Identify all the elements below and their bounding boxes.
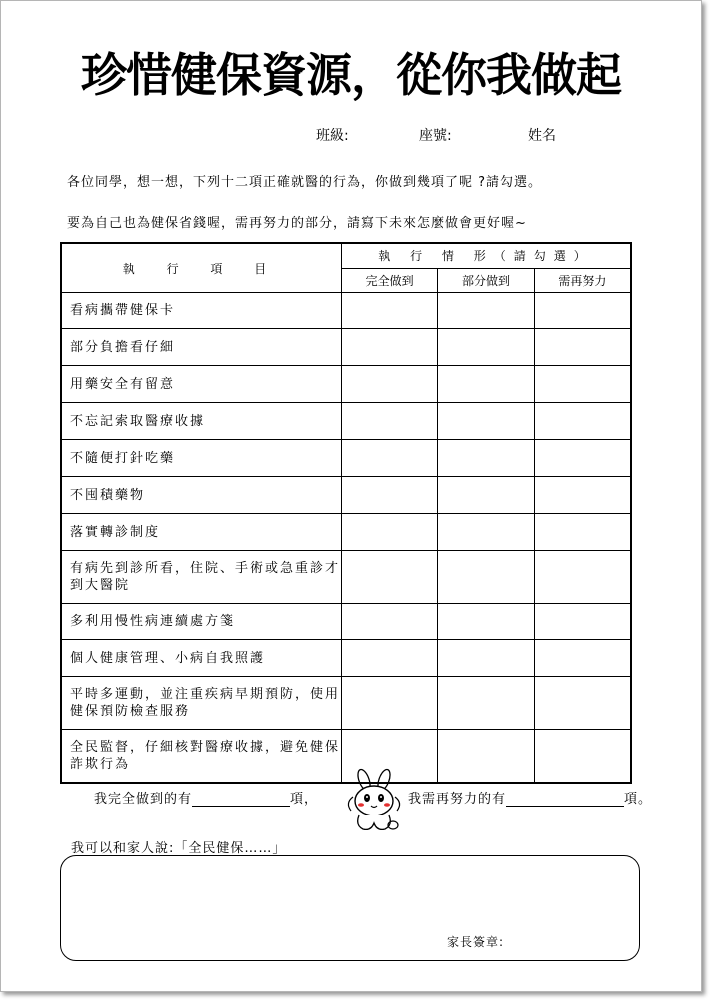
complete-count-blank[interactable] xyxy=(192,792,290,807)
item-text: 用藥安全有留意 xyxy=(61,366,342,403)
item-column-header: 執 行 項 目 xyxy=(61,243,342,293)
table-row xyxy=(61,640,631,677)
check-cell-partial[interactable] xyxy=(438,477,534,514)
item-text: 不隨便打針吃藥 xyxy=(61,440,342,477)
summary-effort-prefix: 我需再努力的有 xyxy=(408,792,507,807)
check-cell-needs-effort[interactable] xyxy=(534,477,631,514)
column-header-complete: 完全做到 xyxy=(342,268,438,292)
summary-complete-suffix: 項， xyxy=(290,792,319,807)
summary-effort-suffix: 項。 xyxy=(624,792,653,807)
check-cell-complete[interactable] xyxy=(342,551,438,604)
check-cell-complete[interactable] xyxy=(342,293,438,329)
check-cell-complete[interactable] xyxy=(342,640,438,677)
check-cell-partial[interactable] xyxy=(438,677,534,730)
seat-label: 座號: xyxy=(419,128,452,144)
table-row xyxy=(61,293,631,329)
item-text: 落實轉診制度 xyxy=(61,514,342,551)
item-text: 多利用慢性病連續處方箋 xyxy=(61,604,342,640)
summary-complete-prefix: 我完全做到的有 xyxy=(94,792,193,807)
summary-needs-effort xyxy=(408,788,652,807)
check-cell-needs-effort[interactable] xyxy=(534,366,631,403)
check-cell-partial[interactable] xyxy=(438,730,534,784)
table-row xyxy=(61,514,631,551)
checklist-table xyxy=(60,242,632,784)
check-cell-partial[interactable] xyxy=(438,366,534,403)
check-cell-partial[interactable] xyxy=(438,514,534,551)
intro-line-1: 各位同學，想一想，下列十二項正確就醫的行為，你做到幾項了呢 ?請勾選。 xyxy=(67,175,543,190)
check-cell-complete[interactable] xyxy=(342,604,438,640)
check-cell-needs-effort[interactable] xyxy=(534,440,631,477)
check-cell-complete[interactable] xyxy=(342,366,438,403)
check-cell-partial[interactable] xyxy=(438,440,534,477)
summary-complete xyxy=(94,788,318,807)
item-text: 不忘記索取醫療收據 xyxy=(61,403,342,440)
column-header-needs-effort: 需再努力 xyxy=(534,268,631,292)
family-message-box[interactable] xyxy=(60,855,640,961)
table-row xyxy=(61,440,631,477)
check-cell-needs-effort[interactable] xyxy=(534,604,631,640)
check-cell-needs-effort[interactable] xyxy=(534,329,631,366)
check-cell-complete[interactable] xyxy=(342,514,438,551)
check-cell-needs-effort[interactable] xyxy=(534,677,631,730)
check-cell-needs-effort[interactable] xyxy=(534,514,631,551)
family-message-prompt: 我可以和家人說:「全民健保……」 xyxy=(71,841,287,856)
page-title: 珍惜健保資源，從你我做起 xyxy=(81,48,621,102)
intro-line-2: 要為自己也為健保省錢喔，需再努力的部分，請寫下未來怎麼做會更好喔~ xyxy=(67,216,527,231)
effort-count-blank[interactable] xyxy=(506,792,624,807)
item-text: 不囤積藥物 xyxy=(61,477,342,514)
check-cell-partial[interactable] xyxy=(438,604,534,640)
table-row xyxy=(61,477,631,514)
rabbit-illustration xyxy=(341,767,407,833)
parent-signature-label: 家長簽章: xyxy=(447,935,505,949)
item-text: 個人健康管理、小病自我照護 xyxy=(61,640,342,677)
check-cell-partial[interactable] xyxy=(438,551,534,604)
check-cell-partial[interactable] xyxy=(438,403,534,440)
check-cell-complete[interactable] xyxy=(342,440,438,477)
item-text: 看病攜帶健保卡 xyxy=(61,293,342,329)
name-label: 姓名 xyxy=(528,128,556,144)
item-text: 部分負擔看仔細 xyxy=(61,329,342,366)
check-cell-partial[interactable] xyxy=(438,329,534,366)
table-row xyxy=(61,403,631,440)
item-text: 全民監督，仔細核對醫療收據，避免健保詐欺行為 xyxy=(61,730,342,784)
check-cell-partial[interactable] xyxy=(438,640,534,677)
table-row xyxy=(61,604,631,640)
check-cell-needs-effort[interactable] xyxy=(534,730,631,784)
item-text: 平時多運動，並注重疾病早期預防，使用健保預防檢查服務 xyxy=(61,677,342,730)
check-cell-needs-effort[interactable] xyxy=(534,551,631,604)
table-row xyxy=(61,366,631,403)
table-row xyxy=(61,551,631,604)
check-cell-needs-effort[interactable] xyxy=(534,640,631,677)
check-cell-partial[interactable] xyxy=(438,293,534,329)
table-row xyxy=(61,329,631,366)
column-header-partial: 部分做到 xyxy=(438,268,534,292)
check-cell-complete[interactable] xyxy=(342,403,438,440)
status-column-header: 執 行 情 形（請勾選） xyxy=(342,243,631,268)
item-text: 有病先到診所看，住院、手術或急重診才到大醫院 xyxy=(61,551,342,604)
check-cell-complete[interactable] xyxy=(342,677,438,730)
check-cell-complete[interactable] xyxy=(342,329,438,366)
check-cell-needs-effort[interactable] xyxy=(534,403,631,440)
check-cell-complete[interactable] xyxy=(342,477,438,514)
class-label: 班級: xyxy=(316,128,349,144)
check-cell-needs-effort[interactable] xyxy=(534,293,631,329)
table-row xyxy=(61,677,631,730)
